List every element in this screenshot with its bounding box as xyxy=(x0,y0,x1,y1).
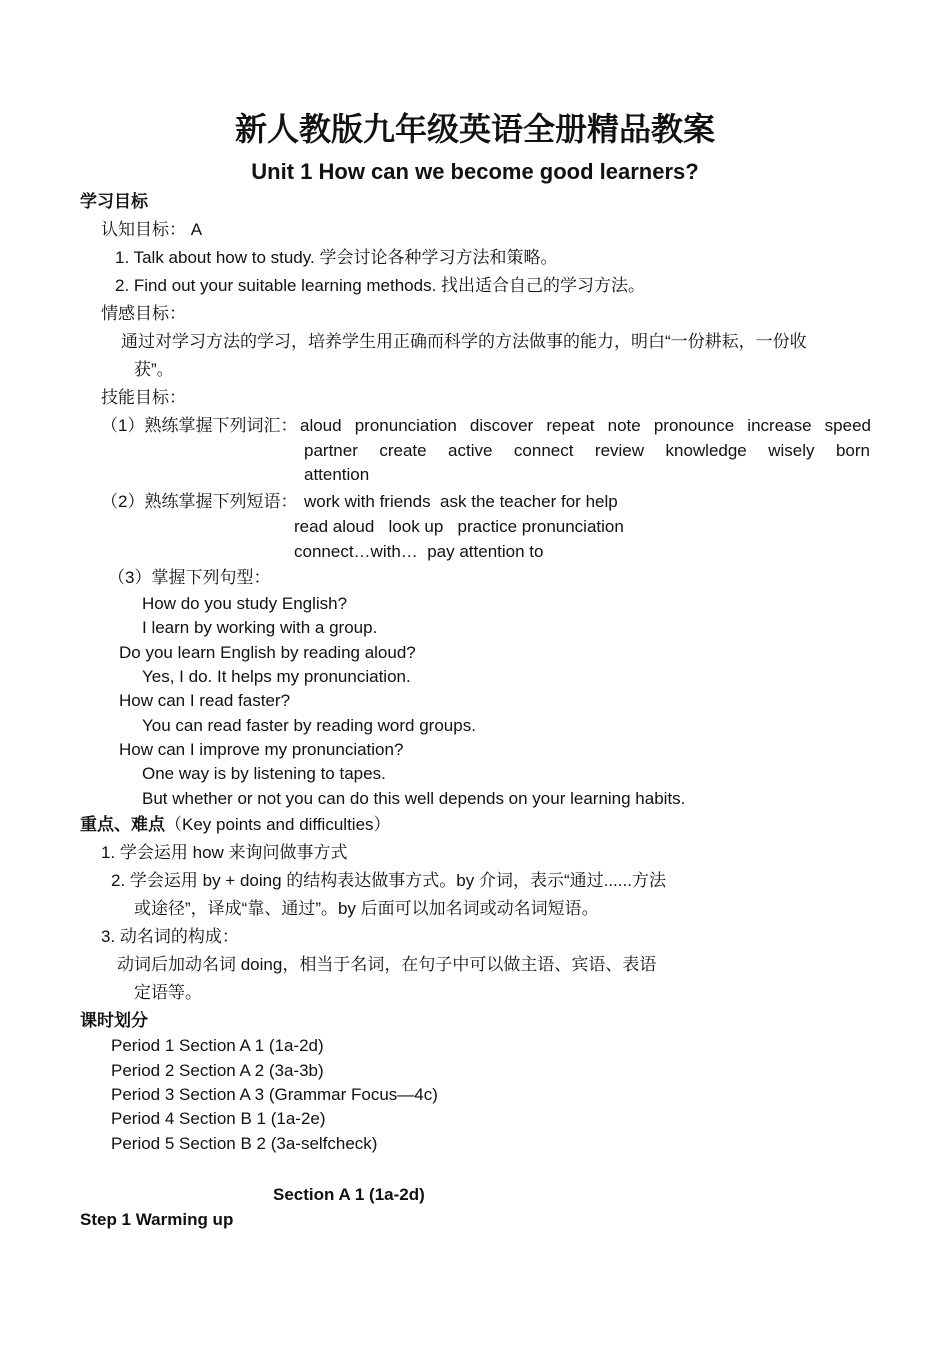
emotional-text-line: 通过对学习方法的学习，培养学生用正确而科学的方法做事的能力，明白“一份耕耘，一份收 xyxy=(121,332,807,351)
vocab-word: wisely xyxy=(768,441,815,460)
sentences-label: （3）掌握下列句型： xyxy=(108,568,271,587)
vocab-word: pronunciation xyxy=(354,416,457,435)
skills-label: 技能目标： xyxy=(101,388,186,407)
phrases-row: work with friends ask the teacher for help xyxy=(304,492,618,511)
key-point-item: 1. 学会运用 how 来询问做事方式 xyxy=(101,843,348,862)
period-item: Period 3 Section A 3 (Grammar Focus—4c) xyxy=(111,1085,438,1104)
periods-heading: 课时划分 xyxy=(80,1011,148,1030)
page-title: 新人教版九年级英语全册精品教案 xyxy=(234,110,715,148)
sentence-pattern: I learn by working with a group. xyxy=(142,618,378,637)
vocab-word: connect xyxy=(513,441,574,460)
vocab-word: review xyxy=(594,441,645,460)
vocab-word: knowledge xyxy=(665,441,747,460)
cognitive-item: 2. Find out your suitable learning methods. 找出适合自己的学习方法。 xyxy=(115,276,646,295)
sentence-pattern: How can I improve my pronunciation? xyxy=(119,740,404,759)
vocab-word: increase xyxy=(747,416,812,435)
sentence-pattern: You can read faster by reading word groups. xyxy=(142,716,476,735)
vocab-word: create xyxy=(379,441,427,460)
vocab-word: repeat xyxy=(546,416,595,435)
emotional-label: 情感目标： xyxy=(101,304,186,323)
vocab-word: active xyxy=(448,441,493,460)
period-item: Period 1 Section A 1 (1a-2d) xyxy=(111,1036,324,1055)
words-label: （1）熟练掌握下列词汇： xyxy=(101,416,298,435)
sentence-pattern: But whether or not you can do this well depends on your learning habits. xyxy=(142,789,686,808)
key-point-item: 动词后加动名词 doing，相当于名词，在句子中可以做主语、宾语、表语 xyxy=(117,955,657,974)
vocab-word: partner xyxy=(304,441,358,460)
key-points-heading xyxy=(80,814,391,836)
cognitive-label: 认知目标： A xyxy=(101,220,203,239)
key-point-item: 或途径”，译成“靠、通过”。by 后面可以加名词或动名词短语。 xyxy=(134,899,599,918)
vocabulary-row xyxy=(300,415,871,437)
section-heading: Section A 1 (1a-2d) xyxy=(273,1185,425,1204)
phrases-row: read aloud look up practice pronunciation xyxy=(294,517,624,536)
period-item: Period 2 Section A 2 (3a-3b) xyxy=(111,1061,324,1080)
key-points-heading-cn: 重点、难点 xyxy=(80,815,165,834)
vocab-word: discover xyxy=(469,416,534,435)
sentence-pattern: One way is by listening to tapes. xyxy=(142,764,386,783)
objectives-heading: 学习目标 xyxy=(80,192,148,211)
vocab-word: aloud xyxy=(300,416,342,435)
vocab-word: attention xyxy=(304,465,370,484)
sentence-pattern: Yes, I do. It helps my pronunciation. xyxy=(142,667,411,686)
vocab-word: pronounce xyxy=(653,416,735,435)
unit-title: Unit 1 How can we become good learners? xyxy=(251,159,699,184)
phrases-label: （2）熟练掌握下列短语： xyxy=(101,492,298,511)
sentence-pattern: How do you study English? xyxy=(142,594,348,613)
key-point-item: 3. 动名词的构成： xyxy=(101,927,239,946)
key-point-item: 2. 学会运用 by + doing 的结构表达做事方式。by 介词，表示“通过......方法 xyxy=(111,871,666,890)
sentence-pattern: Do you learn English by reading aloud? xyxy=(119,643,416,662)
period-item: Period 4 Section B 1 (1a-2e) xyxy=(111,1109,326,1128)
vocabulary-row xyxy=(304,440,870,462)
emotional-text-line: 获”。 xyxy=(134,360,174,379)
period-item: Period 5 Section B 2 (3a-selfcheck) xyxy=(111,1134,378,1153)
key-points-heading-en: （Key points and difficulties） xyxy=(165,815,391,834)
vocab-word: born xyxy=(835,441,870,460)
key-point-item: 定语等。 xyxy=(134,983,202,1002)
vocab-word: speed xyxy=(824,416,871,435)
vocab-word: note xyxy=(607,416,641,435)
phrases-row: connect…with… pay attention to xyxy=(294,542,544,561)
sentence-pattern: How can I read faster? xyxy=(119,691,291,710)
step-heading: Step 1 Warming up xyxy=(80,1210,234,1229)
cognitive-item: 1. Talk about how to study. 学会讨论各种学习方法和策略。 xyxy=(115,248,558,267)
